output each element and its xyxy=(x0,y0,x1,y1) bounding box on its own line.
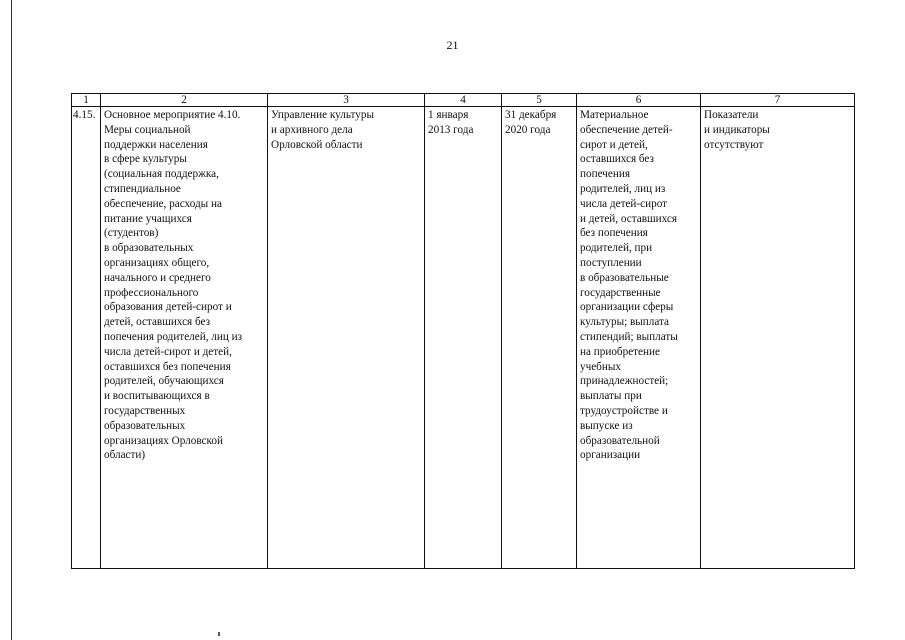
row-number-cell: 4.15. xyxy=(72,107,101,569)
header-col-3: 3 xyxy=(268,94,425,107)
header-col-1: 1 xyxy=(72,94,101,107)
scan-speck xyxy=(218,632,220,636)
header-col-2: 2 xyxy=(101,94,268,107)
page-number: 21 xyxy=(446,38,459,52)
end-date-cell: 31 декабря 2020 года xyxy=(502,107,577,569)
executor-cell: Управление культуры и архивного дела Орловской области xyxy=(268,107,425,569)
header-col-6: 6 xyxy=(577,94,701,107)
page-left-edge-line xyxy=(11,0,12,640)
result-cell: Материальное обеспечение детей- сирот и детей, оставшихся без попечения родителей, лиц из числа детей-сирот и детей, оставшихся без попечения родителей, при поступлении в образовательные государственные организации сферы культуры; выплата стипендий; выплаты на приобретение учебных принадлежностей; выплаты при трудоустройстве и выпуске из образовательной организации xyxy=(577,107,701,569)
start-date-cell: 1 января 2013 года xyxy=(425,107,502,569)
table-row xyxy=(72,107,855,569)
header-col-5: 5 xyxy=(502,94,577,107)
header-col-7: 7 xyxy=(701,94,855,107)
program-activities-table xyxy=(71,93,855,569)
table-header-row xyxy=(72,94,855,107)
activity-cell: Основное мероприятие 4.10. Меры социальной поддержки населения в сфере культуры (социальная поддержка, стипендиальное обеспечение, расходы на питание учащихся (студентов) в образовательных организациях общего, начального и среднего профессионального образования детей-сирот и детей, оставшихся без попечения родителей, лиц из числа детей-сирот и детей, оставшихся без попечения родителей, обучающихся и воспитывающихся в государственных образовательных организациях Орловской области) xyxy=(101,107,268,569)
header-col-4: 4 xyxy=(425,94,502,107)
indicators-cell: Показатели и индикаторы отсутствуют xyxy=(701,107,855,569)
